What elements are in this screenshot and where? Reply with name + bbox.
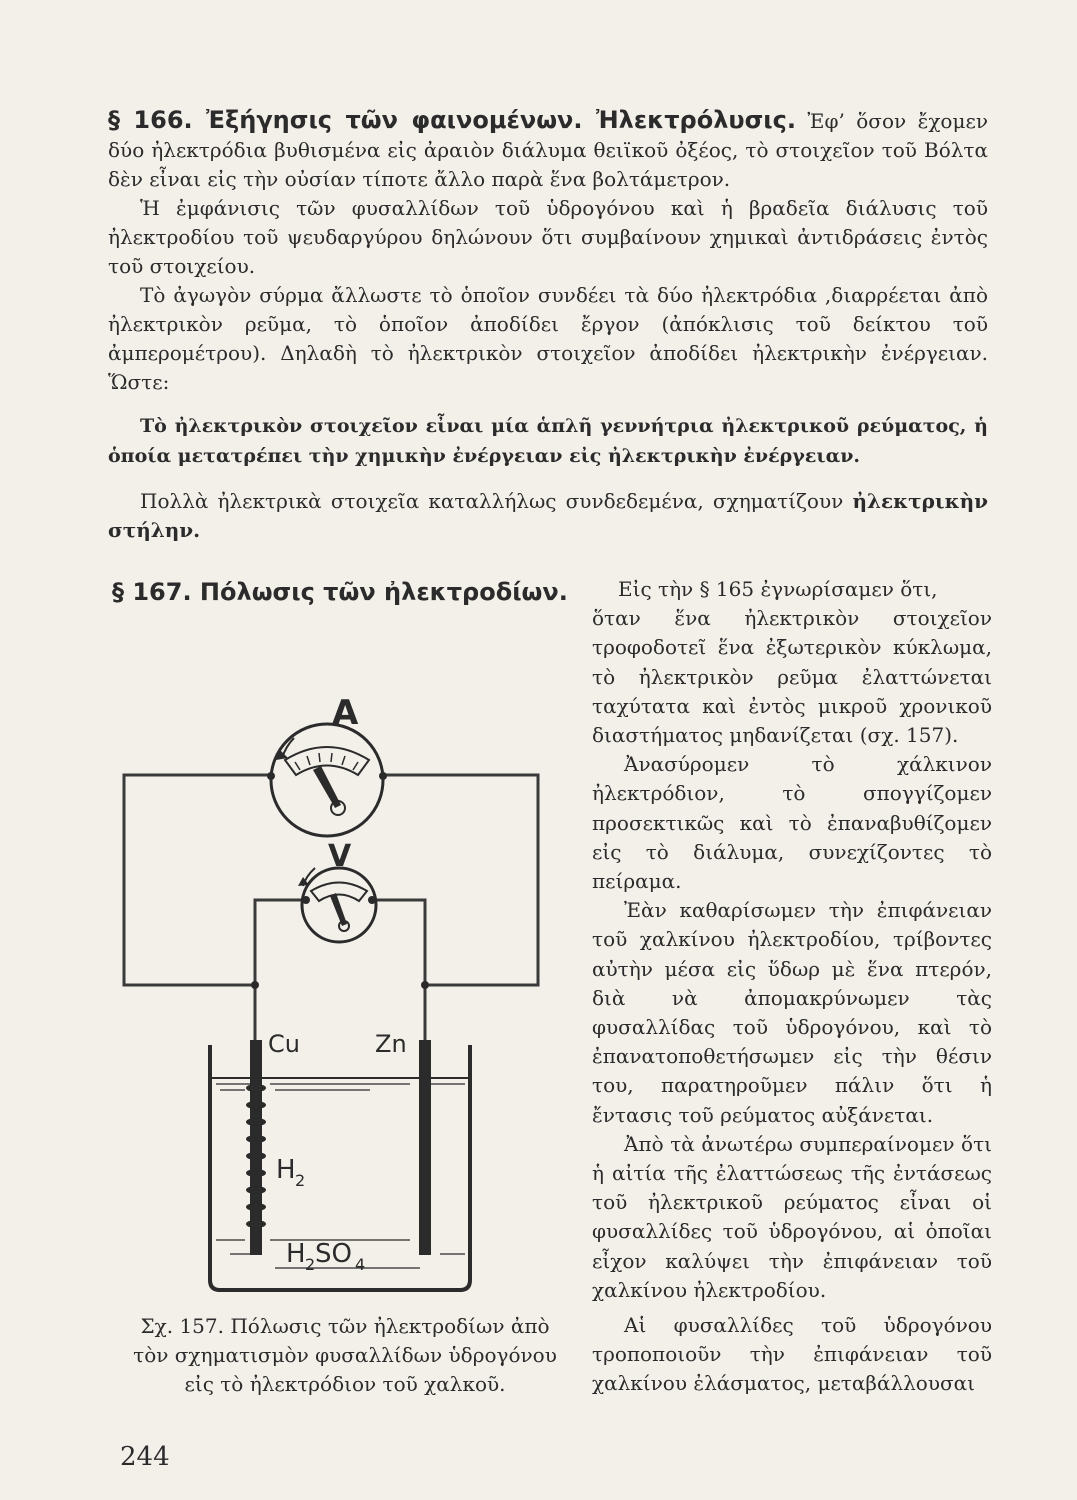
figure-157-caption: Σχ. 157. Πόλωσις τῶν ἠλεκτροδίων ἀπὸ τὸν σχηματισμὸν φυσαλλίδων ὑδρογόνου εἰς τὸ ἠλεκτρόδιον τοῦ χαλκοῦ. xyxy=(133,1314,557,1396)
section-166-paragraph-5: Πολλὰ ἠλεκτρικὰ στοιχεῖα καταλλήλως συνδεδεμένα, σχηματίζουν ἠλεκτρικὴν στήλην. xyxy=(108,489,989,542)
section-166-paragraph-3: Τὸ ἀγωγὸν σύρμα ἄλλωστε τὸ ὁποῖον συνδέει τὰ δύο ἠλεκτρόδια ,διαρρέεται ἀπὸ ἠλεκτρικὸν ρεῦμα, τὸ ὁποῖον ἀποδίδει ἔργον (ἀπόκλισις τοῦ δείκτου τοῦ ἀμπερομέτρου). Δηλαδὴ τὸ ἠλεκτρικὸν στοιχεῖον ἀποδίδει ἠλεκτρικὴν ἐνέργειαν. Ὥστε: xyxy=(108,283,988,394)
cu-label: Cu xyxy=(268,1030,300,1058)
section-166-definition: Τὸ ἠλεκτρικὸν στοιχεῖον εἶναι μία ἁπλῆ γεννήτρια ἠλεκτρικοῦ ρεύματος, ἡ ὁποία μετατρέπει τὴν χημικὴν ἐνέργειαν εἰς ἠλεκτρικὴν ἐνέργειαν. xyxy=(108,415,988,467)
ammeter-label: A xyxy=(332,693,359,733)
section-166-paragraph-1: § 166. Ἐξήγησις τῶν φαινομένων. Ἠλεκτρόλυσις. Ἐφ’ ὅσον ἔχομεν δύο ἠλεκτρόδια βυθισμένα εἰς ἀραιὸν διάλυμα θειϊκοῦ ὀξέος, τὸ στοιχεῖον τοῦ Βόλτα δὲν εἶναι εἰς τὴν οὐσίαν τίποτε ἄλλο παρὰ ἕνα βολτάμετρον. xyxy=(108,106,988,191)
page-number: 244 xyxy=(120,1442,170,1472)
section-167-paragraph-3: Ἐὰν καθαρίσωμεν τὴν ἐπιφάνειαν τοῦ χαλκίνου ἠλεκτροδίου, τρίβοντες αὐτὴν μέσα εἰς ὕδωρ μὲ ἕνα πτερόν, διὰ νὰ ἀπομακρύνωμεν τὰς φυσαλλίδας τοῦ ὑδρογόνου, καὶ τὸ ἐπανατοποθετήσωμεν εἰς τὴν θέσιν του, παρατηροῦμεν πάλιν ὅτι ἡ ἔντασις τοῦ ρεύματος αὐξάνεται. xyxy=(592,898,992,1127)
outer-wire xyxy=(124,775,270,985)
section-167-paragraph-4: Ἀπὸ τὰ ἀνωτέρω συμπεραίνομεν ὅτι ἡ αἰτία τῆς ἐλαττώσεως τῆς ἐντάσεως τοῦ ἠλεκτρικοῦ ρεύματος εἶναι οἱ φυσαλλίδες τοῦ ὑδρογόνου, αἱ ὁποῖαι εἶχον καλύψει τὴν ἐπιφάνειαν τοῦ χαλκίνου ἠλεκτροδίου. xyxy=(592,1131,992,1302)
zn-electrode xyxy=(419,1040,431,1255)
figure-157-diagram xyxy=(110,680,585,1300)
outer-wire-right xyxy=(383,775,538,985)
hydrogen-bubbles xyxy=(246,1084,266,1228)
h2so4-sub-2: 2 xyxy=(305,1255,316,1274)
h2so4-h: H xyxy=(286,1239,306,1269)
section-167-heading: § 167. Πόλωσις τῶν ἠλεκτροδίων. xyxy=(112,578,568,606)
section-167-column xyxy=(592,575,992,1399)
section-167-heading-row xyxy=(112,578,568,606)
section-166 xyxy=(108,106,988,545)
section-166-paragraph-2: Ἡ ἐμφάνισις τῶν φυσαλλίδων τοῦ ὑδρογόνου καὶ ἡ βραδεῖα διάλυσις τοῦ ἠλεκτροδίου τοῦ ψευδαργύρου δηλώνουν ὅτι συμβαίνουν χημικαὶ ἀντιδράσεις ἐντὸς τοῦ στοιχείου. xyxy=(108,196,988,278)
ammeter xyxy=(267,693,387,836)
zn-label: Zn xyxy=(375,1030,407,1058)
junction-dot xyxy=(421,981,429,989)
h2-subscript: 2 xyxy=(295,1171,306,1190)
beaker xyxy=(210,1030,470,1290)
junction-dot xyxy=(251,981,259,989)
h2-label: H xyxy=(276,1155,296,1185)
h2so4-sub-4: 4 xyxy=(355,1255,366,1274)
voltmeter-wire-left xyxy=(255,900,306,985)
section-167-paragraph-5: Αἱ φυσαλλίδες τοῦ ὑδρογόνου τροποποιοῦν τὴν ἐπιφάνειαν τοῦ χαλκίνου ἐλάσματος, μεταβάλλουσαι xyxy=(592,1313,992,1396)
h2so4-so: SO xyxy=(315,1239,352,1269)
voltmeter-label: V xyxy=(328,839,352,874)
section-167-first-line: Εἰς τὴν § 165 ἐγνωρίσαμεν ὅτι, xyxy=(618,577,938,601)
section-167-paragraph-1: ὅταν ἕνα ἠλεκτρικὸν στοιχεῖον τροφοδοτεῖ ἕνα ἐξωτερικὸν κύκλωμα, τὸ ἠλεκτρικὸν ρεῦμα ἐλαττώνεται ταχύτατα καὶ ἐντὸς μικροῦ χρονικοῦ διαστήματος μηδανίζεται (σχ. 157). xyxy=(592,606,992,748)
section-167-paragraph-2: Ἀνασύρομεν τὸ χάλκινον ἠλεκτρόδιον, τὸ σπογγίζομεν προσεκτικῶς καὶ τὸ ἐπαναβυθίζομεν εἰς τὸ διάλυμα, συνεχίζοντες τὸ πείραμα. xyxy=(592,752,992,894)
voltmeter-wire-right xyxy=(372,900,425,985)
voltmeter xyxy=(298,839,376,942)
section-166-heading: § 166. Ἐξήγησις τῶν φαινομένων. Ἠλεκτρόλυσις. xyxy=(108,106,796,134)
